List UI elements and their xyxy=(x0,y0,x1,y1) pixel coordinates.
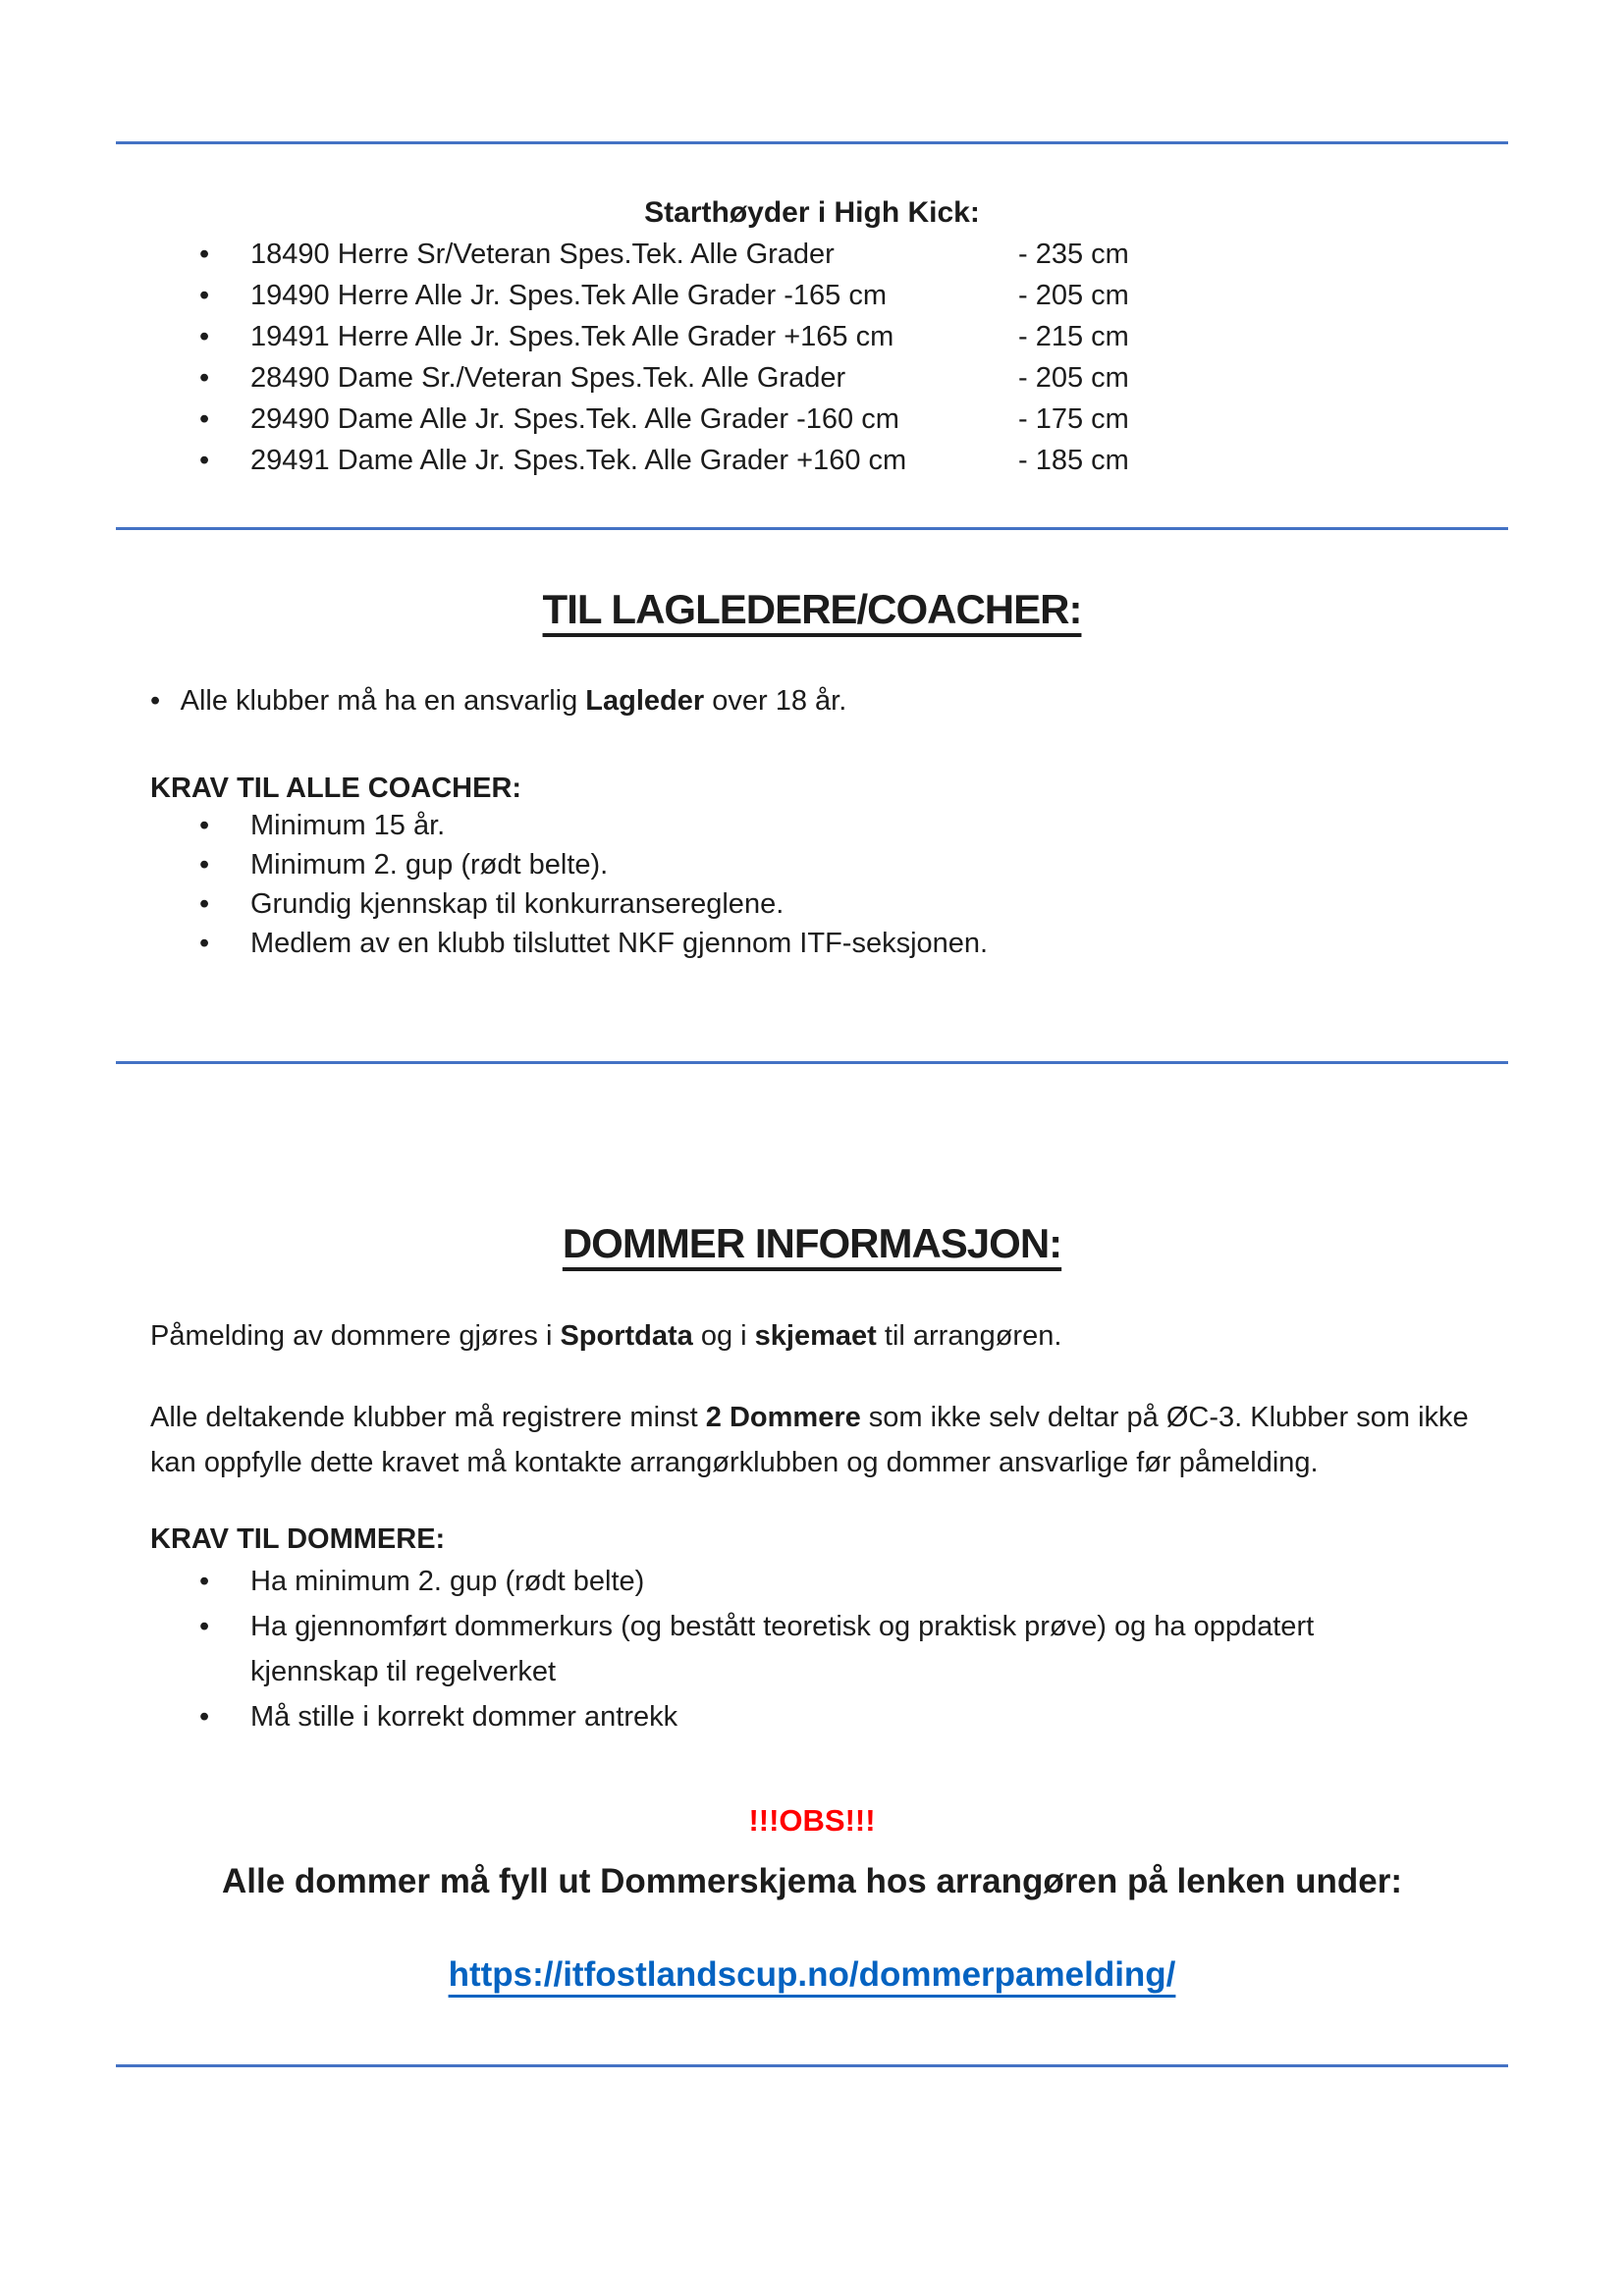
judge-section-heading: DOMMER INFORMASJON: xyxy=(562,1220,1062,1266)
list-item xyxy=(150,440,1368,481)
krav-dommere-heading: KRAV TIL DOMMERE: xyxy=(150,1523,446,1555)
item-label: 19491 Herre Alle Jr. Spes.Tek Alle Grader +165 cm xyxy=(250,321,894,352)
obs-warning: !!!OBS!!! xyxy=(748,1803,876,1838)
registration-paragraph xyxy=(150,1315,1061,1357)
coach-requirement: • Minimum 2. gup (rødt belte). xyxy=(150,845,988,884)
list-item xyxy=(150,234,1368,275)
judge-requirement: • Må stille i korrekt dommer antrekk xyxy=(150,1694,1446,1739)
item-start-height: - 205 cm xyxy=(1018,280,1129,311)
section-divider xyxy=(116,527,1508,530)
item-label: 28490 Dame Sr./Veteran Spes.Tek. Alle Grader xyxy=(250,362,846,394)
list-item xyxy=(150,399,1368,440)
coach-requirements-list xyxy=(150,806,988,963)
para1-mid: og i xyxy=(692,1320,755,1352)
highkick-list xyxy=(150,234,1368,481)
highkick-title: Starthøyder i High Kick: xyxy=(644,196,980,229)
item-label: 29491 Dame Alle Jr. Spes.Tek. Alle Grader +160 cm xyxy=(250,445,907,476)
para2-suffix: som ikke selv deltar på ØC-3. Klubber som ikke kan oppfylle dette kravet må kontakte arrangørklubben og dommer ansvarlige før påmelding. xyxy=(150,1402,1469,1478)
list-item xyxy=(150,357,1368,399)
lagleder-text-prefix: Alle klubber må ha en ansvarlig xyxy=(180,685,586,717)
coach-section-heading: TIL LAGLEDERE/COACHER: xyxy=(542,586,1082,632)
item-start-height: - 215 cm xyxy=(1018,321,1129,352)
item-start-height: - 185 cm xyxy=(1018,445,1129,476)
section-divider-top xyxy=(116,141,1508,144)
para1-bold-sportdata: Sportdata xyxy=(560,1320,693,1352)
item-start-height: - 175 cm xyxy=(1018,403,1129,435)
item-start-height: - 205 cm xyxy=(1018,362,1129,394)
judge-requirement: • Ha gjennomført dommerkurs (og bestått teoretisk og praktisk prøve) og ha oppdatert kjennskap til regelverket xyxy=(150,1604,1446,1694)
item-label: 18490 Herre Sr/Veteran Spes.Tek. Alle Grader xyxy=(250,239,835,270)
item-label: 19490 Herre Alle Jr. Spes.Tek Alle Grader -165 cm xyxy=(250,280,887,311)
link-line xyxy=(0,1951,1624,1999)
para2-prefix: Alle deltakende klubber må registrere minst xyxy=(150,1402,706,1433)
lagleder-bullet xyxy=(150,680,846,721)
judge-requirements-list xyxy=(150,1559,1446,1739)
item-label: 29490 Dame Alle Jr. Spes.Tek. Alle Grader -160 cm xyxy=(250,403,899,435)
para1-prefix: Påmelding av dommere gjøres i xyxy=(150,1320,561,1352)
krav-coacher-heading: KRAV TIL ALLE COACHER: xyxy=(150,773,522,804)
judge-requirement: • Ha minimum 2. gup (rødt belte) xyxy=(150,1559,1446,1604)
dommerskjema-instruction: Alle dommer må fyll ut Dommerskjema hos arrangøren på lenken under: xyxy=(222,1862,1402,1900)
lagleder-text-bold: Lagleder xyxy=(585,685,705,717)
section-divider xyxy=(116,1061,1508,1064)
section-divider-bottom xyxy=(116,2064,1508,2067)
coach-requirement: • Medlem av en klubb tilsluttet NKF gjennom ITF-seksjonen. xyxy=(150,924,988,963)
para1-bold-skjemaet: skjemaet xyxy=(754,1320,877,1352)
para2-bold-dommere: 2 Dommere xyxy=(705,1402,861,1433)
club-requirement-paragraph xyxy=(150,1395,1490,1485)
list-item xyxy=(150,316,1368,357)
coach-requirement: • Grundig kjennskap til konkurransereglene. xyxy=(150,884,988,924)
dommer-registration-link[interactable]: https://itfostlandscup.no/dommerpamelding/ xyxy=(448,1955,1176,1994)
lagleder-text-suffix: over 18 år. xyxy=(704,685,847,717)
item-start-height: - 235 cm xyxy=(1018,239,1129,270)
list-item xyxy=(150,275,1368,316)
coach-requirement: • Minimum 15 år. xyxy=(150,806,988,845)
para1-suffix: til arrangøren. xyxy=(876,1320,1062,1352)
